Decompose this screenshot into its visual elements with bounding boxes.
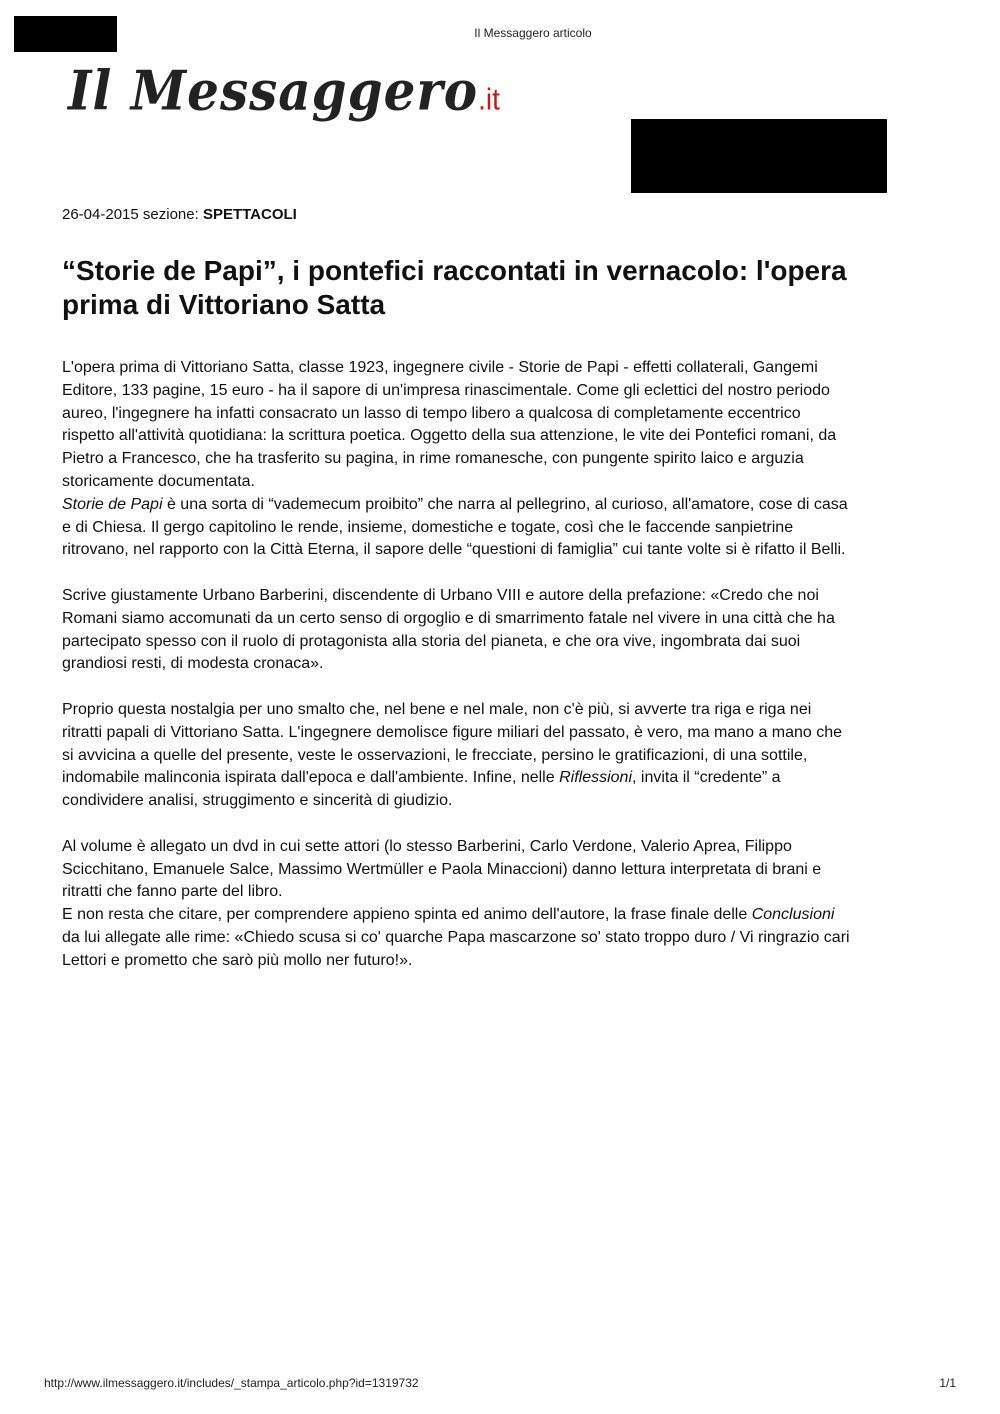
page-number: 1/1 bbox=[939, 1376, 956, 1390]
article-title: “Storie de Papi”, i pontefici raccontati in vernacolo: l'opera prima di Vittoriano Satta bbox=[62, 255, 847, 320]
paragraph: Al volume è allegato un dvd in cui sette attori (lo stesso Barberini, Carlo Verdone, Valerio Aprea, Filippo Scicchitano, Emanuele Salce, Massimo Wertmüller e Paola Minaccioni) danno lettura interpretata di brani e ritratti che fanno parte del libro. bbox=[62, 837, 822, 901]
paragraph: Scrive giustamente Urbano Barberini, discendente di Urbano VIII e autore della prefazione: «Credo che noi Romani siamo accomunati da un certo senso di orgoglio e di smarrimento fatale nel vivere in una città che ha partecipato spesso con il ruolo di protagonista alla storia del pianeta, e che ora vive, ingombrata dai suoi grandiosi resti, di modesta cronaca». bbox=[62, 586, 835, 673]
paragraph: Proprio questa nostalgia per uno smalto che, nel bene e nel male, non c'è più, si avverte tra riga e riga nei ritratti papali di Vittoriano Satta. L'ingegnere demolisce figure miliari del passato, è vero, ma mano a mano che si avvicina a quelle del presente, veste le osservazioni, le frecciate, persino le gratificazioni, di una sottile, indomabile malinconia ispirata dall'epoca e dall'ambiente. Infine, nelle Riflessioni, invita il “credente” a condividere analisi, struggimento e sincerità di giudizio. bbox=[62, 700, 843, 810]
paragraph: L'opera prima di Vittoriano Satta, classe 1923, ingegnere civile - Storie de Papi - effetti collaterali, Gangemi Editore, 133 pagine, 15 euro - ha il sapore di un'impresa rinascimentale. Come gli eclettici del nostro periodo aureo, l'ingegnere ha infatti consacrato un lasso di tempo libero a qualcosa di completamente eccentrico rispetto all'attività quotidiana: la scrittura poetica. Oggetto della sua attenzione, le vite dei Pontefici romani, da Pietro a Francesco, che ha trasferito su pagina, in rime romanesche, con pungente spirito laico e arguzia storicamente documentata. bbox=[62, 359, 837, 490]
section-label: sezione: bbox=[142, 206, 199, 223]
logo-text: Il Messaggero bbox=[68, 58, 479, 123]
paragraph: E non resta che citare, per comprendere appieno spinta ed animo dell'autore, la frase finale delle Conclusioni da lui allegate alle rime: «Chiedo scusa si co' quarche Papa mascarzone so' stato troppo duro / Vi ringrazio cari Lettori e prometto che sarò più mollo ner futuro!». bbox=[62, 906, 850, 969]
print-footer-url: http://www.ilmessaggero.it/includes/_stampa_articolo.php?id=1319732 bbox=[44, 1376, 419, 1390]
article-date: 26-04-2015 bbox=[62, 206, 139, 223]
article-body bbox=[62, 357, 852, 973]
print-page-title: Il Messaggero articolo bbox=[474, 26, 592, 40]
logo-suffix: .it bbox=[478, 82, 500, 116]
section-name: SPETTACOLI bbox=[202, 206, 297, 223]
newspaper-logo bbox=[68, 58, 500, 123]
paragraph: Storie de Papi è una sorta di “vademecum proibito” che narra al pellegrino, al curioso, all'amatore, cose di casa e di Chiesa. Il gergo capitolino le rende, insieme, domestiche e togate, così che le faccende sanpietrine ritrovano, nel rapporto con la Città Eterna, il sapore delle “questioni di famiglia” cui tante volte si è rifatto il Belli. bbox=[62, 495, 848, 559]
book-title: Storie de Papi bbox=[62, 495, 163, 513]
section-title: Conclusioni bbox=[751, 906, 835, 924]
article-meta bbox=[62, 206, 297, 223]
section-title: Riflessioni bbox=[559, 769, 632, 787]
redaction-block bbox=[631, 119, 887, 193]
